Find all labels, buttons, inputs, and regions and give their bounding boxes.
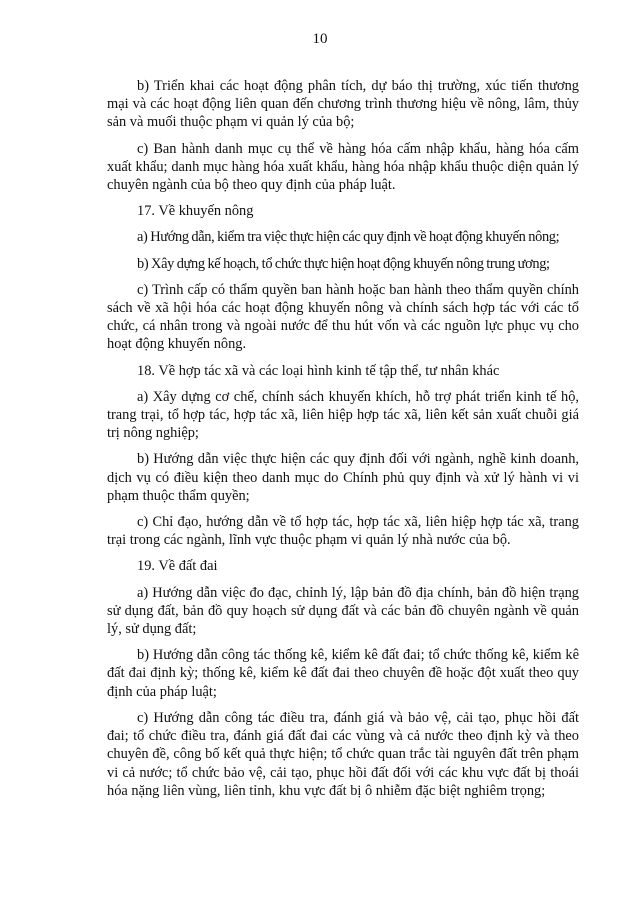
paragraph-16b: b) Triển khai các hoạt động phân tích, dự báo thị trường, xúc tiến thương mại và các hoạt động liên quan đến chương trình thương hiệu về nông, lâm, thủy sản và muối thuộc phạm vi quản lý của bộ;	[107, 78, 579, 131]
paragraph-19b: b) Hướng dẫn công tác thống kê, kiểm kê đất đai; tổ chức thống kê, kiểm kê đất đai định kỳ; thống kê, kiểm kê đất đai theo chuyên đề hoặc đột xuất theo quy định của pháp luật;	[107, 647, 579, 700]
paragraph-19c: c) Hướng dẫn công tác điều tra, đánh giá và bảo vệ, cải tạo, phục hồi đất đai; tổ chức điều tra, đánh giá đất đai các vùng và cả nước theo định kỳ và theo chuyên đề, công bố kết quả thực hiện; tổ chức quan trắc tài nguyên đất trên phạm vi cả nước; tổ chức bảo vệ, cải tạo, phục hồi đất đối với các khu vực đất bị thoái hóa nặng liên vùng, liên tỉnh, khu vực đất bị ô nhiễm đặc biệt nghiêm trọng;	[107, 709, 579, 799]
paragraph-18b: b) Hướng dẫn việc thực hiện các quy định đối với ngành, nghề kinh doanh, dịch vụ có điều kiện theo danh mục do Chính phủ quy định và xử lý hành vi vi phạm thuộc thẩm quyền;	[107, 451, 579, 504]
page-number: 10	[312, 31, 328, 47]
paragraph-18c: c) Chỉ đạo, hướng dẫn về tổ hợp tác, hợp tác xã, liên hiệp hợp tác xã, trang trại trong các ngành, lĩnh vực thuộc phạm vi quản lý nhà nước của bộ.	[107, 514, 579, 549]
paragraph-17b: b) Xây dựng kế hoạch, tổ chức thực hiện hoạt động khuyến nông trung ương;	[137, 255, 550, 272]
section-heading-18: 18. Về hợp tác xã và các loại hình kinh tế tập thể, tư nhân khác	[137, 362, 500, 379]
paragraph-17c: c) Trình cấp có thẩm quyền ban hành hoặc ban hành theo thẩm quyền chính sách về xã hội hóa các hoạt động khuyến nông và chính sách hợp tác với các tổ chức, cá nhân trong và ngoài nước để thu hút vốn và các nguồn lực phục vụ cho hoạt động khuyến nông.	[107, 281, 579, 353]
section-heading-19: 19. Về đất đai	[137, 558, 218, 575]
section-heading-17: 17. Về khuyến nông	[137, 203, 254, 220]
document-body	[107, 77, 579, 808]
paragraph-18a: a) Xây dựng cơ chế, chính sách khuyến khích, hỗ trợ phát triển kinh tế hộ, trang trại, tổ hợp tác, hợp tác xã, liên hiệp hợp tác xã, liên kết sản xuất chuỗi giá trị nông nghiệp;	[107, 388, 579, 442]
paragraph-16c: c) Ban hành danh mục cụ thể về hàng hóa cấm nhập khẩu, hàng hóa cấm xuất khẩu; danh mục hàng hóa xuất khẩu, hàng hóa nhập khẩu thuộc diện quản lý chuyên ngành của bộ theo quy định của pháp luật.	[107, 140, 579, 194]
paragraph-19a: a) Hướng dẫn việc đo đạc, chỉnh lý, lập bản đồ địa chính, bản đồ hiện trạng sử dụng đất, bản đồ quy hoạch sử dụng đất và các bản đồ chuyên ngành về quản lý, sử dụng đất;	[107, 584, 579, 638]
paragraph-17a: a) Hướng dẫn, kiểm tra việc thực hiện các quy định về hoạt động khuyến nông;	[137, 229, 560, 246]
